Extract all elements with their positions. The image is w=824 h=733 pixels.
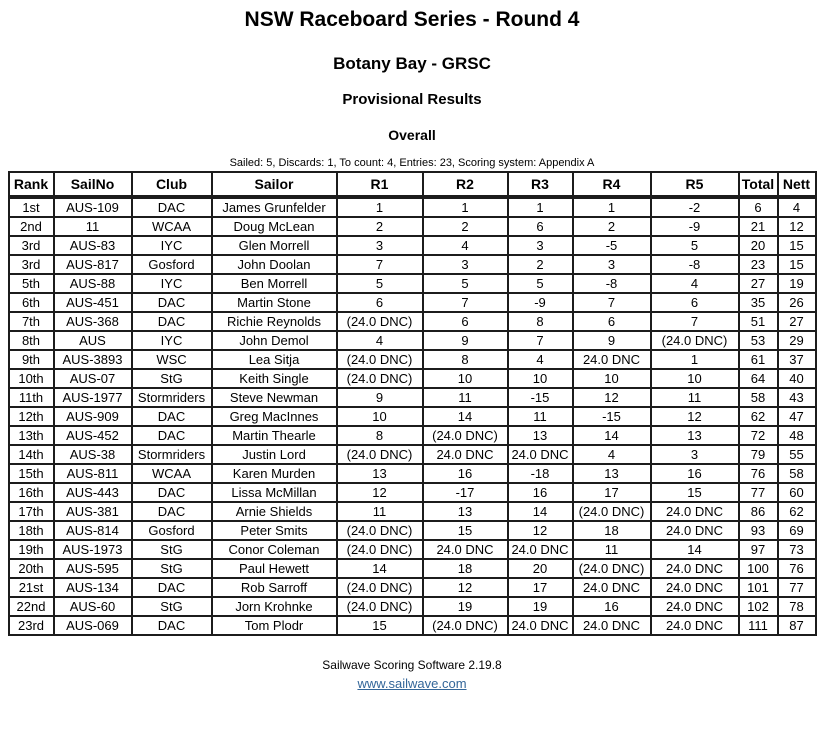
cell-r5: 24.0 DNC bbox=[651, 502, 739, 521]
table-row bbox=[9, 236, 816, 255]
page-footer bbox=[0, 658, 824, 693]
cell-total: 20 bbox=[739, 236, 778, 255]
cell-total: 62 bbox=[739, 407, 778, 426]
cell-sailor: Jorn Krohnke bbox=[212, 597, 337, 616]
cell-sailor: Steve Newman bbox=[212, 388, 337, 407]
cell-r2: (24.0 DNC) bbox=[423, 426, 508, 445]
cell-rank: 22nd bbox=[9, 597, 54, 616]
cell-r1: (24.0 DNC) bbox=[337, 521, 423, 540]
cell-r1: (24.0 DNC) bbox=[337, 350, 423, 369]
cell-r4: 24.0 DNC bbox=[573, 578, 651, 597]
cell-sailno: AUS-1973 bbox=[54, 540, 132, 559]
cell-sailno: AUS-3893 bbox=[54, 350, 132, 369]
cell-r3: 7 bbox=[508, 331, 573, 350]
cell-club: IYC bbox=[132, 331, 212, 350]
cell-sailno: 11 bbox=[54, 217, 132, 236]
cell-r2: 4 bbox=[423, 236, 508, 255]
cell-club: StG bbox=[132, 559, 212, 578]
cell-r3: 20 bbox=[508, 559, 573, 578]
table-row bbox=[9, 274, 816, 293]
cell-rank: 18th bbox=[9, 521, 54, 540]
cell-total: 61 bbox=[739, 350, 778, 369]
cell-r4: -15 bbox=[573, 407, 651, 426]
cell-r1: (24.0 DNC) bbox=[337, 578, 423, 597]
cell-rank: 19th bbox=[9, 540, 54, 559]
cell-r1: 3 bbox=[337, 236, 423, 255]
cell-nett: 15 bbox=[778, 255, 816, 274]
column-header-r1: R1 bbox=[337, 172, 423, 197]
cell-r1: 6 bbox=[337, 293, 423, 312]
venue-title: Botany Bay - GRSC bbox=[333, 54, 491, 73]
column-header-total: Total bbox=[739, 172, 778, 197]
table-row bbox=[9, 407, 816, 426]
cell-club: StG bbox=[132, 369, 212, 388]
cell-rank: 1st bbox=[9, 197, 54, 217]
cell-club: WCAA bbox=[132, 464, 212, 483]
cell-club: WSC bbox=[132, 350, 212, 369]
cell-r4: (24.0 DNC) bbox=[573, 559, 651, 578]
cell-rank: 21st bbox=[9, 578, 54, 597]
cell-sailno: AUS-443 bbox=[54, 483, 132, 502]
cell-sailno: AUS-909 bbox=[54, 407, 132, 426]
cell-r4: 13 bbox=[573, 464, 651, 483]
cell-sailno: AUS-368 bbox=[54, 312, 132, 331]
cell-club: DAC bbox=[132, 197, 212, 217]
cell-rank: 17th bbox=[9, 502, 54, 521]
cell-rank: 13th bbox=[9, 426, 54, 445]
cell-r2: 13 bbox=[423, 502, 508, 521]
cell-r2: 14 bbox=[423, 407, 508, 426]
cell-r1: (24.0 DNC) bbox=[337, 312, 423, 331]
cell-sailor: Keith Single bbox=[212, 369, 337, 388]
cell-r2: 12 bbox=[423, 578, 508, 597]
results-page bbox=[0, 8, 824, 733]
cell-r3: 24.0 DNC bbox=[508, 616, 573, 635]
cell-nett: 73 bbox=[778, 540, 816, 559]
cell-total: 72 bbox=[739, 426, 778, 445]
cell-r4: 2 bbox=[573, 217, 651, 236]
table-row bbox=[9, 217, 816, 236]
table-row bbox=[9, 255, 816, 274]
cell-sailno: AUS-069 bbox=[54, 616, 132, 635]
cell-rank: 3rd bbox=[9, 255, 54, 274]
cell-r5: 7 bbox=[651, 312, 739, 331]
cell-club: WCAA bbox=[132, 217, 212, 236]
cell-total: 77 bbox=[739, 483, 778, 502]
cell-nett: 60 bbox=[778, 483, 816, 502]
cell-r5: 14 bbox=[651, 540, 739, 559]
cell-club: DAC bbox=[132, 578, 212, 597]
cell-r5: 24.0 DNC bbox=[651, 616, 739, 635]
status-title: Provisional Results bbox=[342, 91, 482, 108]
cell-r5: 24.0 DNC bbox=[651, 521, 739, 540]
column-header-sailno: SailNo bbox=[54, 172, 132, 197]
cell-r3: 19 bbox=[508, 597, 573, 616]
cell-club: IYC bbox=[132, 274, 212, 293]
cell-rank: 15th bbox=[9, 464, 54, 483]
cell-club: Gosford bbox=[132, 521, 212, 540]
cell-r4: (24.0 DNC) bbox=[573, 502, 651, 521]
sailwave-link[interactable]: www.sailwave.com bbox=[357, 676, 467, 691]
cell-rank: 8th bbox=[9, 331, 54, 350]
cell-total: 86 bbox=[739, 502, 778, 521]
cell-rank: 12th bbox=[9, 407, 54, 426]
table-row bbox=[9, 540, 816, 559]
cell-r5: (24.0 DNC) bbox=[651, 331, 739, 350]
table-row bbox=[9, 350, 816, 369]
cell-sailno: AUS-134 bbox=[54, 578, 132, 597]
cell-r1: (24.0 DNC) bbox=[337, 369, 423, 388]
cell-r3: 14 bbox=[508, 502, 573, 521]
table-row bbox=[9, 426, 816, 445]
cell-r5: 5 bbox=[651, 236, 739, 255]
cell-sailor: Arnie Shields bbox=[212, 502, 337, 521]
cell-r2: 16 bbox=[423, 464, 508, 483]
cell-sailor: Martin Stone bbox=[212, 293, 337, 312]
cell-r4: 17 bbox=[573, 483, 651, 502]
cell-nett: 48 bbox=[778, 426, 816, 445]
cell-sailor: John Doolan bbox=[212, 255, 337, 274]
cell-r2: 7 bbox=[423, 293, 508, 312]
cell-r2: 8 bbox=[423, 350, 508, 369]
cell-rank: 9th bbox=[9, 350, 54, 369]
cell-nett: 26 bbox=[778, 293, 816, 312]
cell-r1: 5 bbox=[337, 274, 423, 293]
cell-club: StG bbox=[132, 540, 212, 559]
cell-r1: 4 bbox=[337, 331, 423, 350]
cell-nett: 19 bbox=[778, 274, 816, 293]
cell-sailor: Doug McLean bbox=[212, 217, 337, 236]
cell-r2: 18 bbox=[423, 559, 508, 578]
cell-total: 21 bbox=[739, 217, 778, 236]
results-table bbox=[8, 171, 817, 636]
table-row bbox=[9, 197, 816, 217]
cell-r2: 19 bbox=[423, 597, 508, 616]
cell-total: 53 bbox=[739, 331, 778, 350]
cell-r1: 12 bbox=[337, 483, 423, 502]
cell-r4: 12 bbox=[573, 388, 651, 407]
cell-total: 51 bbox=[739, 312, 778, 331]
cell-club: Stormriders bbox=[132, 445, 212, 464]
cell-total: 23 bbox=[739, 255, 778, 274]
cell-r3: 5 bbox=[508, 274, 573, 293]
cell-sailno: AUS-07 bbox=[54, 369, 132, 388]
section-title: Overall bbox=[388, 127, 436, 143]
cell-r1: 15 bbox=[337, 616, 423, 635]
cell-r3: 8 bbox=[508, 312, 573, 331]
cell-r5: 24.0 DNC bbox=[651, 559, 739, 578]
cell-nett: 87 bbox=[778, 616, 816, 635]
cell-sailor: Richie Reynolds bbox=[212, 312, 337, 331]
software-credit: Sailwave Scoring Software 2.19.8 bbox=[322, 658, 502, 672]
cell-total: 64 bbox=[739, 369, 778, 388]
cell-sailno: AUS-814 bbox=[54, 521, 132, 540]
cell-r2: 24.0 DNC bbox=[423, 445, 508, 464]
cell-sailno: AUS-109 bbox=[54, 197, 132, 217]
cell-sailor: Greg MacInnes bbox=[212, 407, 337, 426]
cell-r4: 11 bbox=[573, 540, 651, 559]
cell-r3: 1 bbox=[508, 197, 573, 217]
cell-r1: 9 bbox=[337, 388, 423, 407]
cell-club: DAC bbox=[132, 293, 212, 312]
cell-r4: 1 bbox=[573, 197, 651, 217]
table-row bbox=[9, 521, 816, 540]
cell-r3: 6 bbox=[508, 217, 573, 236]
cell-r5: -9 bbox=[651, 217, 739, 236]
cell-rank: 3rd bbox=[9, 236, 54, 255]
series-summary: Sailed: 5, Discards: 1, To count: 4, Entries: 23, Scoring system: Appendix A bbox=[229, 157, 595, 169]
table-header-row bbox=[9, 172, 816, 197]
table-row bbox=[9, 559, 816, 578]
cell-r3: -9 bbox=[508, 293, 573, 312]
cell-r3: -18 bbox=[508, 464, 573, 483]
cell-r1: (24.0 DNC) bbox=[337, 540, 423, 559]
cell-r3: 13 bbox=[508, 426, 573, 445]
cell-sailno: AUS-83 bbox=[54, 236, 132, 255]
cell-r5: 11 bbox=[651, 388, 739, 407]
cell-rank: 2nd bbox=[9, 217, 54, 236]
table-row bbox=[9, 616, 816, 635]
cell-sailno: AUS-595 bbox=[54, 559, 132, 578]
column-header-r4: R4 bbox=[573, 172, 651, 197]
cell-total: 79 bbox=[739, 445, 778, 464]
cell-club: DAC bbox=[132, 407, 212, 426]
cell-r1: 13 bbox=[337, 464, 423, 483]
cell-sailor: Conor Coleman bbox=[212, 540, 337, 559]
table-row bbox=[9, 445, 816, 464]
cell-nett: 69 bbox=[778, 521, 816, 540]
cell-nett: 76 bbox=[778, 559, 816, 578]
cell-club: DAC bbox=[132, 426, 212, 445]
cell-r1: 2 bbox=[337, 217, 423, 236]
cell-sailor: Glen Morrell bbox=[212, 236, 337, 255]
cell-club: DAC bbox=[132, 312, 212, 331]
cell-r2: 1 bbox=[423, 197, 508, 217]
table-row bbox=[9, 388, 816, 407]
cell-sailor: Peter Smits bbox=[212, 521, 337, 540]
cell-r3: 17 bbox=[508, 578, 573, 597]
column-header-r5: R5 bbox=[651, 172, 739, 197]
cell-sailor: Ben Morrell bbox=[212, 274, 337, 293]
cell-sailno: AUS bbox=[54, 331, 132, 350]
cell-r4: -8 bbox=[573, 274, 651, 293]
cell-club: IYC bbox=[132, 236, 212, 255]
cell-r2: 6 bbox=[423, 312, 508, 331]
cell-r3: 24.0 DNC bbox=[508, 445, 573, 464]
cell-r2: 10 bbox=[423, 369, 508, 388]
table-row bbox=[9, 331, 816, 350]
cell-r5: 6 bbox=[651, 293, 739, 312]
cell-r2: 24.0 DNC bbox=[423, 540, 508, 559]
cell-r3: -15 bbox=[508, 388, 573, 407]
cell-r1: 8 bbox=[337, 426, 423, 445]
cell-sailor: Lissa McMillan bbox=[212, 483, 337, 502]
cell-total: 76 bbox=[739, 464, 778, 483]
cell-r4: 10 bbox=[573, 369, 651, 388]
cell-rank: 23rd bbox=[9, 616, 54, 635]
cell-nett: 40 bbox=[778, 369, 816, 388]
cell-r3: 10 bbox=[508, 369, 573, 388]
cell-r1: 7 bbox=[337, 255, 423, 274]
cell-r2: 15 bbox=[423, 521, 508, 540]
cell-r2: 5 bbox=[423, 274, 508, 293]
cell-r5: 13 bbox=[651, 426, 739, 445]
cell-total: 101 bbox=[739, 578, 778, 597]
cell-club: StG bbox=[132, 597, 212, 616]
cell-sailno: AUS-1977 bbox=[54, 388, 132, 407]
cell-r5: 10 bbox=[651, 369, 739, 388]
cell-sailor: James Grunfelder bbox=[212, 197, 337, 217]
column-header-sailor: Sailor bbox=[212, 172, 337, 197]
cell-nett: 4 bbox=[778, 197, 816, 217]
cell-r1: (24.0 DNC) bbox=[337, 597, 423, 616]
cell-r3: 3 bbox=[508, 236, 573, 255]
cell-club: DAC bbox=[132, 483, 212, 502]
table-body bbox=[9, 197, 816, 635]
cell-sailno: AUS-811 bbox=[54, 464, 132, 483]
cell-nett: 43 bbox=[778, 388, 816, 407]
cell-r4: -5 bbox=[573, 236, 651, 255]
cell-r1: 14 bbox=[337, 559, 423, 578]
cell-nett: 77 bbox=[778, 578, 816, 597]
cell-rank: 10th bbox=[9, 369, 54, 388]
cell-r4: 3 bbox=[573, 255, 651, 274]
cell-sailor: Tom Plodr bbox=[212, 616, 337, 635]
cell-r2: -17 bbox=[423, 483, 508, 502]
cell-total: 58 bbox=[739, 388, 778, 407]
cell-sailor: Rob Sarroff bbox=[212, 578, 337, 597]
cell-sailor: Justin Lord bbox=[212, 445, 337, 464]
cell-sailor: Paul Hewett bbox=[212, 559, 337, 578]
cell-total: 27 bbox=[739, 274, 778, 293]
cell-r5: 3 bbox=[651, 445, 739, 464]
cell-sailno: AUS-452 bbox=[54, 426, 132, 445]
cell-r1: (24.0 DNC) bbox=[337, 445, 423, 464]
cell-r3: 12 bbox=[508, 521, 573, 540]
cell-total: 111 bbox=[739, 616, 778, 635]
cell-nett: 12 bbox=[778, 217, 816, 236]
cell-sailno: AUS-88 bbox=[54, 274, 132, 293]
cell-r4: 9 bbox=[573, 331, 651, 350]
cell-nett: 47 bbox=[778, 407, 816, 426]
cell-total: 97 bbox=[739, 540, 778, 559]
cell-sailno: AUS-381 bbox=[54, 502, 132, 521]
cell-r4: 24.0 DNC bbox=[573, 616, 651, 635]
cell-r5: -2 bbox=[651, 197, 739, 217]
cell-r1: 1 bbox=[337, 197, 423, 217]
cell-club: Stormriders bbox=[132, 388, 212, 407]
column-header-r3: R3 bbox=[508, 172, 573, 197]
cell-r4: 7 bbox=[573, 293, 651, 312]
cell-r3: 11 bbox=[508, 407, 573, 426]
cell-r5: 24.0 DNC bbox=[651, 597, 739, 616]
cell-r3: 24.0 DNC bbox=[508, 540, 573, 559]
table-row bbox=[9, 502, 816, 521]
cell-rank: 7th bbox=[9, 312, 54, 331]
cell-rank: 6th bbox=[9, 293, 54, 312]
cell-rank: 16th bbox=[9, 483, 54, 502]
cell-nett: 37 bbox=[778, 350, 816, 369]
cell-r2: 2 bbox=[423, 217, 508, 236]
cell-r5: 16 bbox=[651, 464, 739, 483]
cell-r4: 18 bbox=[573, 521, 651, 540]
cell-r2: (24.0 DNC) bbox=[423, 616, 508, 635]
table-row bbox=[9, 483, 816, 502]
cell-r1: 10 bbox=[337, 407, 423, 426]
cell-r5: 24.0 DNC bbox=[651, 578, 739, 597]
cell-r5: 15 bbox=[651, 483, 739, 502]
cell-r5: 1 bbox=[651, 350, 739, 369]
cell-nett: 62 bbox=[778, 502, 816, 521]
column-header-nett: Nett bbox=[778, 172, 816, 197]
cell-r5: 4 bbox=[651, 274, 739, 293]
cell-rank: 11th bbox=[9, 388, 54, 407]
cell-nett: 29 bbox=[778, 331, 816, 350]
cell-rank: 5th bbox=[9, 274, 54, 293]
cell-nett: 58 bbox=[778, 464, 816, 483]
cell-total: 93 bbox=[739, 521, 778, 540]
cell-nett: 15 bbox=[778, 236, 816, 255]
cell-r4: 14 bbox=[573, 426, 651, 445]
cell-r2: 9 bbox=[423, 331, 508, 350]
cell-r2: 3 bbox=[423, 255, 508, 274]
cell-sailor: Lea Sitja bbox=[212, 350, 337, 369]
cell-sailno: AUS-817 bbox=[54, 255, 132, 274]
column-header-club: Club bbox=[132, 172, 212, 197]
cell-sailor: Karen Murden bbox=[212, 464, 337, 483]
cell-sailno: AUS-451 bbox=[54, 293, 132, 312]
cell-r1: 11 bbox=[337, 502, 423, 521]
cell-r2: 11 bbox=[423, 388, 508, 407]
table-row bbox=[9, 369, 816, 388]
cell-total: 102 bbox=[739, 597, 778, 616]
table-row bbox=[9, 464, 816, 483]
table-row bbox=[9, 293, 816, 312]
cell-sailor: Martin Thearle bbox=[212, 426, 337, 445]
cell-total: 6 bbox=[739, 197, 778, 217]
cell-club: DAC bbox=[132, 616, 212, 635]
cell-r5: -8 bbox=[651, 255, 739, 274]
cell-sailno: AUS-60 bbox=[54, 597, 132, 616]
cell-r4: 24.0 DNC bbox=[573, 350, 651, 369]
cell-r4: 16 bbox=[573, 597, 651, 616]
column-header-rank: Rank bbox=[9, 172, 54, 197]
cell-total: 35 bbox=[739, 293, 778, 312]
cell-r3: 4 bbox=[508, 350, 573, 369]
table-row bbox=[9, 597, 816, 616]
table-row bbox=[9, 578, 816, 597]
cell-sailno: AUS-38 bbox=[54, 445, 132, 464]
page-title: NSW Raceboard Series - Round 4 bbox=[244, 8, 580, 31]
cell-r3: 2 bbox=[508, 255, 573, 274]
table-row bbox=[9, 312, 816, 331]
cell-rank: 14th bbox=[9, 445, 54, 464]
column-header-r2: R2 bbox=[423, 172, 508, 197]
cell-r5: 12 bbox=[651, 407, 739, 426]
cell-total: 100 bbox=[739, 559, 778, 578]
cell-sailor: John Demol bbox=[212, 331, 337, 350]
cell-nett: 78 bbox=[778, 597, 816, 616]
cell-rank: 20th bbox=[9, 559, 54, 578]
cell-nett: 27 bbox=[778, 312, 816, 331]
cell-r4: 4 bbox=[573, 445, 651, 464]
cell-r4: 6 bbox=[573, 312, 651, 331]
cell-club: DAC bbox=[132, 502, 212, 521]
cell-nett: 55 bbox=[778, 445, 816, 464]
cell-club: Gosford bbox=[132, 255, 212, 274]
cell-r3: 16 bbox=[508, 483, 573, 502]
